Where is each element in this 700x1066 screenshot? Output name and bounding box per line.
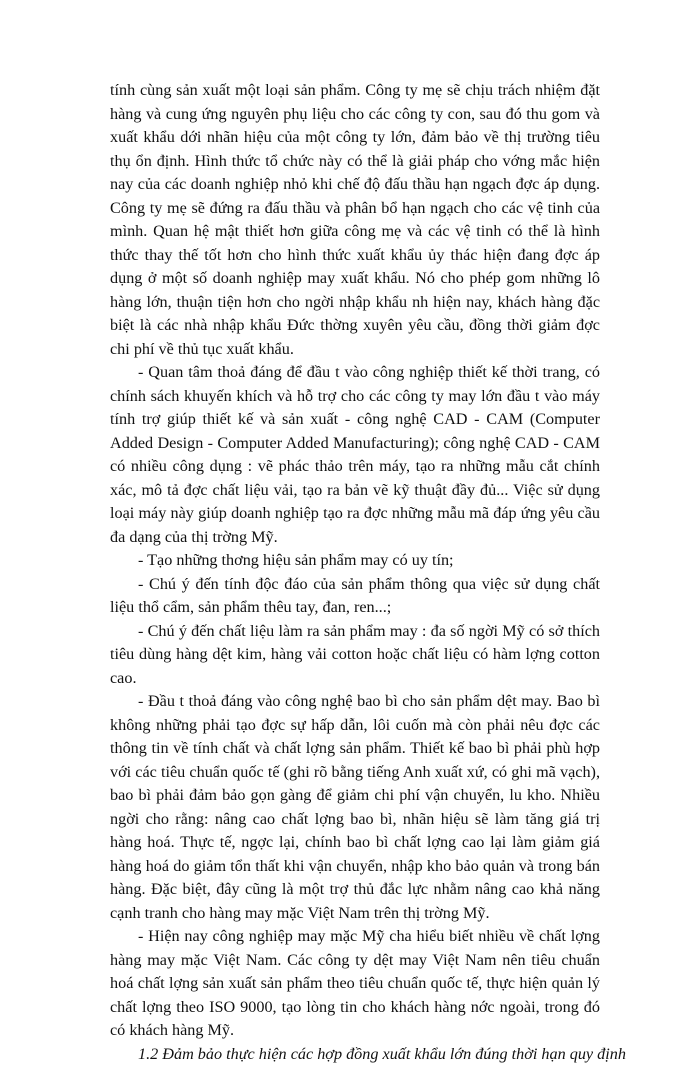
document-body bbox=[110, 79, 600, 1066]
paragraph-cad-cam: - Quan tâm thoả đáng để đầu t vào công nghiệp thiết kế thời trang, có chính sách khuyến khích và hỗ trợ cho các công ty may lớn đầu t vào máy tính trợ giúp thiết kế và sản xuất - công nghệ CAD - CAM (Computer Added Design - Computer Added Manufacturing); công nghệ CAD - CAM có nhiều công dụng : vẽ phác thảo trên máy, tạo ra những mẫu cắt chính xác, mô tả đợc chất liệu vải, tạo ra bản vẽ kỹ thuật đầy đủ... Việc sử dụng loại máy này giúp doanh nghiệp tạo ra đợc những mẫu mã đáp ứng yêu cầu đa dạng của thị trờng Mỹ. bbox=[110, 361, 600, 549]
paragraph-uniqueness: - Chú ý đến tính độc đáo của sản phẩm thông qua việc sử dụng chất liệu thổ cẩm, sản phẩm thêu tay, đan, ren...; bbox=[110, 573, 600, 620]
paragraph-brand: - Tạo những thơng hiệu sản phẩm may có uy tín; bbox=[110, 549, 600, 573]
paragraph-quality-standards: - Hiện nay công nghiệp may mặc Mỹ cha hiểu biết nhiều về chất lợng hàng may mặc Việt Nam. Các công ty dệt may Việt Nam nên tiêu chuẩn hoá chất lợng sản xuất sản phẩm theo tiêu chuẩn quốc tế, thực hiện quản lý chất lợng theo ISO 9000, tạo lòng tin cho khách hàng nớc ngoài, trong đó có khách hàng Mỹ. bbox=[110, 925, 600, 1043]
section-heading: 1.2 Đảm bảo thực hiện các hợp đồng xuất khẩu lớn đúng thời hạn quy định bbox=[110, 1043, 600, 1066]
paragraph-packaging: - Đầu t thoả đáng vào công nghệ bao bì cho sản phẩm dệt may. Bao bì không những phải tạo đợc sự hấp dẫn, lôi cuốn mà còn phải nêu đợc các thông tin về tính chất và chất lợng sản phẩm. Thiết kế bao bì phải phù hợp với các tiêu chuẩn quốc tế (ghi rõ bằng tiếng Anh xuất xứ, có ghi mã vạch), bao bì phải đảm bảo gọn gàng để giảm chi phí vận chuyển, lu kho. Nhiều ngời cho rằng: nâng cao chất lợng bao bì, nhãn hiệu sẽ làm tăng giá trị hàng hoá. Thực tế, ngợc lại, chính bao bì chất lợng cao lại làm giảm giá hàng hoá do giảm tổn thất khi vận chuyển, nhập kho bảo quản và trong bán hàng. Đặc biệt, đây cũng là một trợ thủ đắc lực nhằm nâng cao khả năng cạnh tranh cho hàng may mặc Việt Nam trên thị trờng Mỹ. bbox=[110, 690, 600, 925]
paragraph-materials: - Chú ý đến chất liệu làm ra sản phẩm may : đa số ngời Mỹ có sở thích tiêu dùng hàng dệt kim, hàng vải cotton hoặc chất liệu có hàm lợng cotton cao. bbox=[110, 620, 600, 691]
paragraph-continuation: tính cùng sản xuất một loại sản phẩm. Công ty mẹ sẽ chịu trách nhiệm đặt hàng và cung ứng nguyên phụ liệu cho các công ty con, sau đó thu gom và xuất khẩu dới nhãn hiệu của một công ty lớn, đảm bảo về thị trường tiêu thụ ổn định. Hình thức tổ chức này có thể là giải pháp cho vớng mắc hiện nay của các doanh nghiệp nhỏ khi chế độ đấu thầu hạn ngạch đợc áp dụng. Công ty mẹ sẽ đứng ra đấu thầu và phân bổ hạn ngạch cho các vệ tinh của mình. Quan hệ mật thiết hơn giữa công mẹ và các vệ tinh có thể là hình thức thay thế tốt hơn cho hình thức xuất khẩu ủy thác hiện đang đợc áp dụng ở một số doanh nghiệp may xuất khẩu. Nó cho phép gom những lô hàng lớn, thuận tiện hơn cho ngời nhập khẩu nh hiện nay, khách hàng đặc biệt là các nhà nhập khẩu Đức thờng xuyên yêu cầu, đồng thời giảm đợc chi phí về thủ tục xuất khẩu. bbox=[110, 79, 600, 361]
